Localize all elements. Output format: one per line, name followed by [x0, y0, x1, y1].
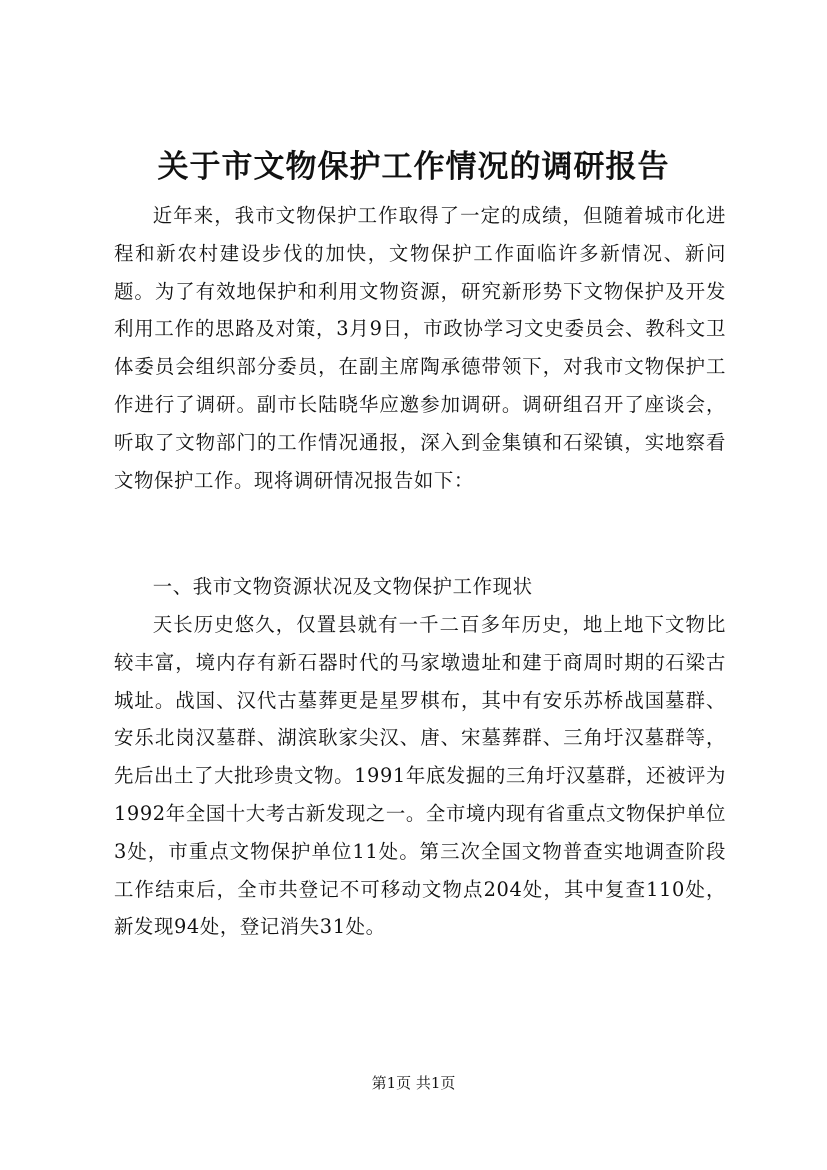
paragraph-intro: 近年来，我市文物保护工作取得了一定的成绩，但随着城市化进程和新农村建设步伐的加快，文物保护工作面临许多新情况、新问题。为了有效地保护和利用文物资源，研究新形势下文物保护及开发利用工作的思路及对策，3月9日，市政协学习文史委员会、教科文卫体委员会组织部分委员，在副主席陶承德带领下，对我市文物保护工作进行了调研。副市长陆晓华应邀参加调研。调研组召开了座谈会，听取了文物部门的工作情况通报，深入到金集镇和石梁镇，实地察看文物保护工作。现将调研情况报告如下： — [114, 204, 726, 492]
page-footer: 第1页 共1页 — [371, 1074, 456, 1092]
section-heading: 一、我市文物资源状况及文物保护工作现状 — [152, 575, 533, 598]
paragraph-resources: 天长历史悠久，仅置县就有一千二百多年历史，地上地下文物比较丰富，境内存有新石器时代的马家墩遗址和建于商周时期的石梁古城址。战国、汉代古墓葬更是星罗棋布，其中有安乐苏桥战国墓群、安乐北岗汉墓群、湖滨耿家尖汉、唐、宋墓葬群、三角圩汉墓群等，先后出土了大批珍贵文物。1991年底发掘的三角圩汉墓群，还被评为1992年全国十大考古新发现之一。全市境内现有省重点文物保护单位3处，市重点文物保护单位11处。第三次全国文物普查实地调查阶段工作结束后，全市共登记不可移动文物点204处，其中复查110处，新发现94处，登记消失31处。 — [114, 613, 726, 939]
document-title: 关于市文物保护工作情况的调研报告 — [157, 149, 670, 185]
